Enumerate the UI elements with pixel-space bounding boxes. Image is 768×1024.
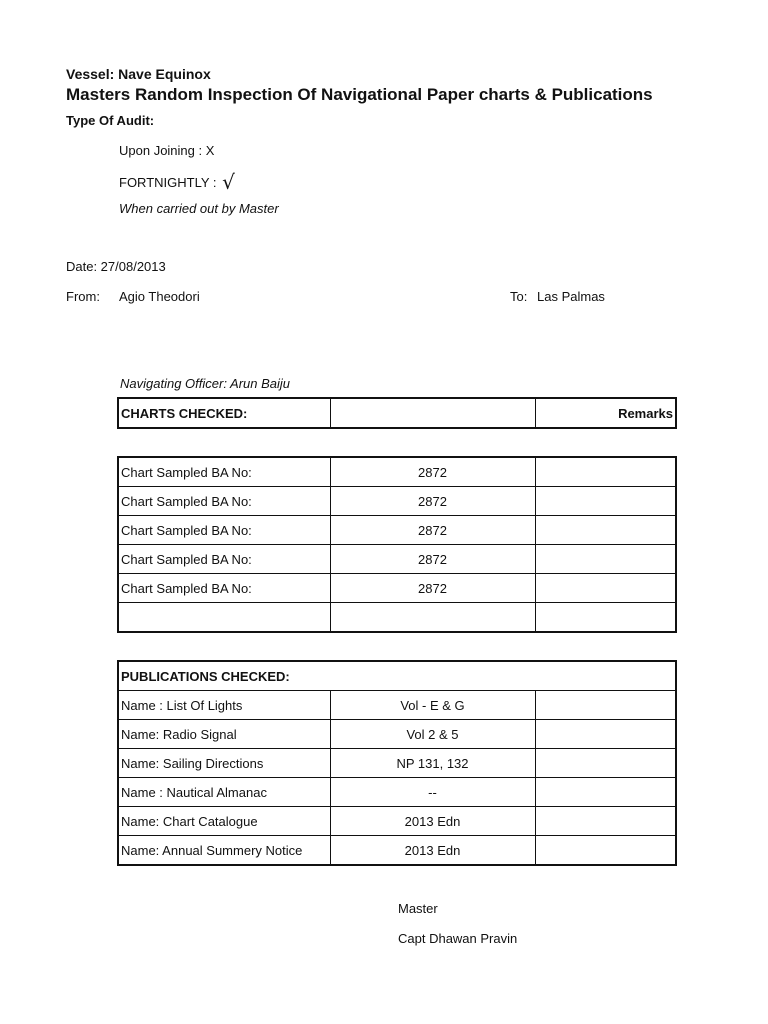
publication-volume: -- <box>330 778 535 807</box>
publications-table <box>117 660 677 866</box>
audit-date: Date: 27/08/2013 <box>66 259 166 274</box>
chart-number: 2872 <box>330 516 535 545</box>
chart-number: 2872 <box>330 457 535 487</box>
fortnightly-label: FORTNIGHTLY : <box>119 175 217 190</box>
publication-remark <box>535 749 676 778</box>
charts-table <box>117 456 677 633</box>
table-row <box>118 836 676 866</box>
publication-remark <box>535 807 676 836</box>
chart-label: Chart Sampled BA No: <box>118 574 330 603</box>
navigating-officer: Navigating Officer: Arun Baiju <box>120 376 291 391</box>
chart-number <box>330 603 535 633</box>
vessel-name: Vessel: Nave Equinox <box>66 66 211 82</box>
chart-remark <box>535 574 676 603</box>
table-row <box>118 778 676 807</box>
table-row <box>118 720 676 749</box>
publication-name: Name: Annual Summery Notice <box>118 836 330 866</box>
chart-remark <box>535 545 676 574</box>
from-label: From: <box>66 289 100 304</box>
chart-label: Chart Sampled BA No: <box>118 516 330 545</box>
publication-volume: 2013 Edn <box>330 836 535 866</box>
document-title: Masters Random Inspection Of Navigational Paper charts & Publications <box>66 85 653 104</box>
chart-remark <box>535 457 676 487</box>
publication-name: Name: Chart Catalogue <box>118 807 330 836</box>
to-label: To: <box>510 289 528 304</box>
publication-name: Name : List Of Lights <box>118 691 330 720</box>
check-mark-icon: √ <box>222 170 235 194</box>
table-row <box>118 545 676 574</box>
publication-remark <box>535 778 676 807</box>
publication-name: Name: Radio Signal <box>118 720 330 749</box>
publications-checked-heading: PUBLICATIONS CHECKED: <box>118 661 676 691</box>
signature-role: Master <box>398 901 438 916</box>
table-row <box>118 457 676 487</box>
signature-name: Capt Dhawan Pravin <box>398 931 518 946</box>
chart-label: Chart Sampled BA No: <box>118 457 330 487</box>
table-row <box>118 661 676 691</box>
publication-volume: NP 131, 132 <box>330 749 535 778</box>
publication-volume: 2013 Edn <box>330 807 535 836</box>
chart-number: 2872 <box>330 545 535 574</box>
charts-header-blank <box>330 398 535 428</box>
table-row <box>118 749 676 778</box>
chart-label: Chart Sampled BA No: <box>118 487 330 516</box>
chart-number: 2872 <box>330 487 535 516</box>
charts-header-table <box>117 397 677 429</box>
audit-type-label: Type Of Audit: <box>66 113 155 128</box>
chart-remark <box>535 603 676 633</box>
table-row <box>118 691 676 720</box>
publication-volume: Vol - E & G <box>330 691 535 720</box>
chart-number: 2872 <box>330 574 535 603</box>
publication-remark <box>535 836 676 866</box>
chart-remark <box>535 516 676 545</box>
chart-label <box>118 603 330 633</box>
table-row <box>118 487 676 516</box>
publication-name: Name : Nautical Almanac <box>118 778 330 807</box>
table-row <box>118 516 676 545</box>
audit-note: When carried out by Master <box>119 201 279 216</box>
publication-name: Name: Sailing Directions <box>118 749 330 778</box>
from-value: Agio Theodori <box>119 289 200 304</box>
fortnightly-option <box>119 168 235 192</box>
to-value: Las Palmas <box>537 289 605 304</box>
chart-remark <box>535 487 676 516</box>
upon-joining-option: Upon Joining : X <box>119 143 215 158</box>
table-row <box>118 807 676 836</box>
publication-remark <box>535 691 676 720</box>
table-row <box>118 603 676 633</box>
publication-remark <box>535 720 676 749</box>
table-row <box>118 574 676 603</box>
remarks-heading: Remarks <box>535 398 676 428</box>
chart-label: Chart Sampled BA No: <box>118 545 330 574</box>
publication-volume: Vol 2 & 5 <box>330 720 535 749</box>
charts-checked-heading: CHARTS CHECKED: <box>118 398 330 428</box>
